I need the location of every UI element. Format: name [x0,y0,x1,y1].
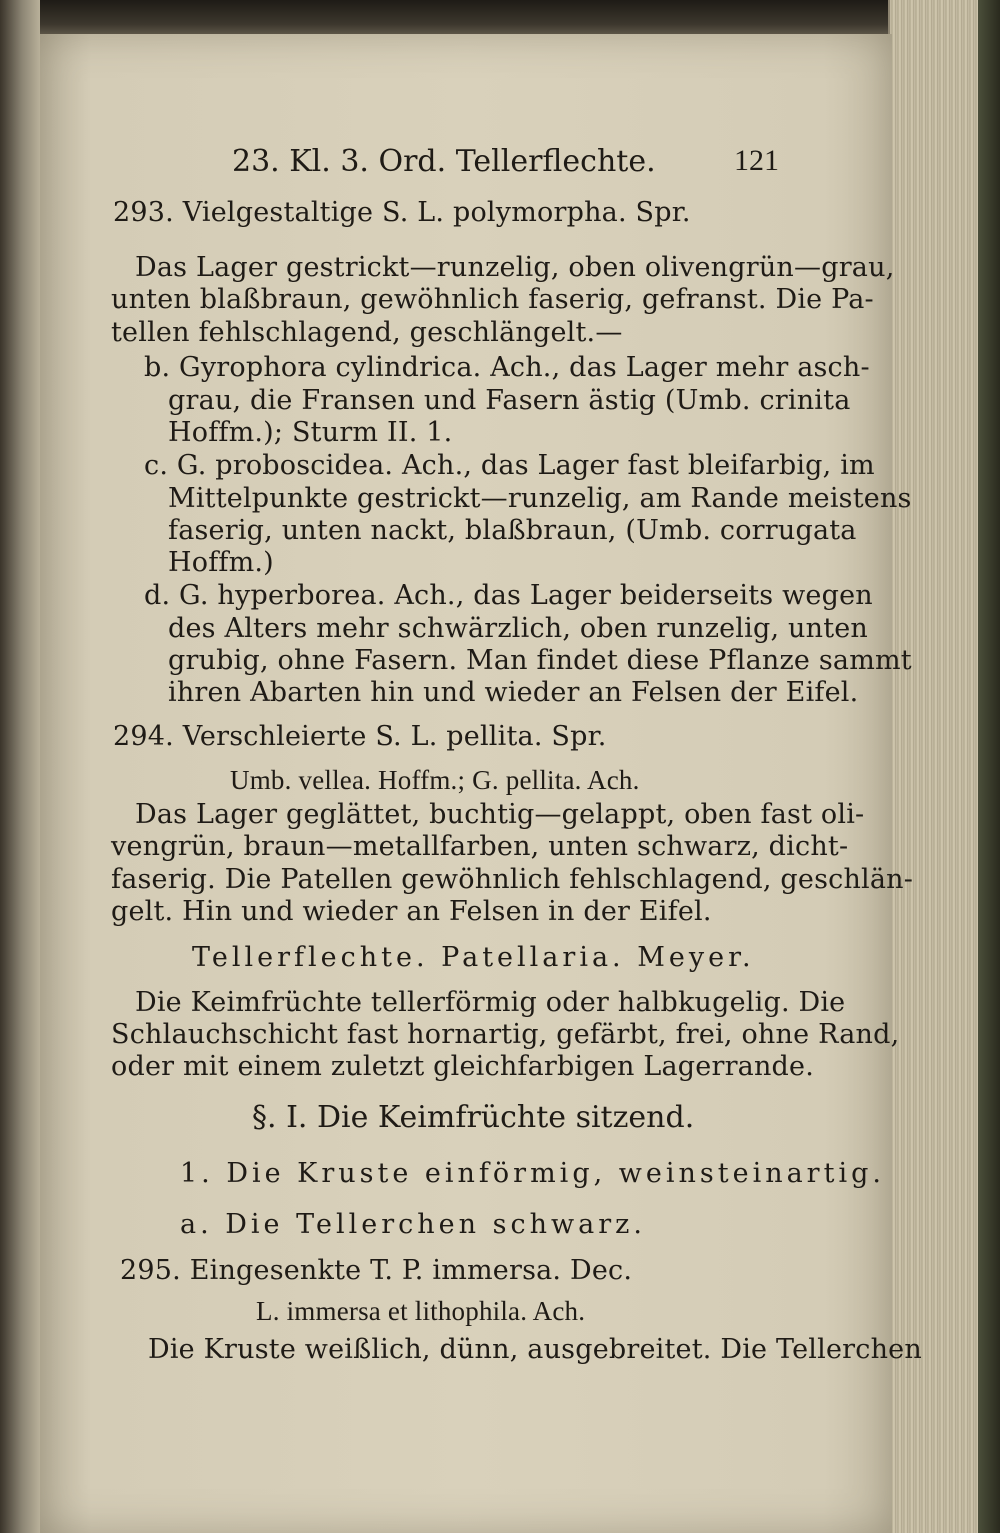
book-left-edge [0,0,40,1533]
entry-293-heading: 293. Vielgestaltige S. L. polymorpha. Spr. [113,197,691,228]
text-line: grau, die Fransen und Fasern ästig (Umb. crinita [168,385,851,416]
text-line: Hoffm.); Sturm II. 1. [168,417,453,448]
text-line: tellen fehlschlagend, geschlängelt.— [111,317,623,348]
page-number: 121 [734,144,779,177]
running-title: 23. Kl. 3. Ord. Tellerflechte. [232,144,656,179]
text-line: Hoffm.) [168,547,274,578]
text-line: Das Lager gestrickt—runzelig, oben olivengrün—grau, [135,252,895,283]
text-line: Schlauchschicht fast hornartig, gefärbt, frei, ohne Rand, [111,1019,900,1050]
book-page [40,34,922,1533]
text-line: des Alters mehr schwärzlich, oben runzelig, unten [168,613,869,644]
text-line: faserig, unten nackt, blaßbraun, (Umb. corrugata [168,515,857,546]
synonym-line: Umb. vellea. Hoffm.; G. pellita. Ach. [230,765,640,795]
text-line: ihren Abarten hin und wieder an Felsen der Eifel. [168,677,859,708]
text-line: vengrün, braun—metallfarben, unten schwarz, dicht- [111,831,849,862]
text-line: unten blaßbraun, gewöhnlich faserig, gefranst. Die Pa- [111,284,874,315]
entry-295-heading: 295. Eingesenkte T. P. immersa. Dec. [120,1255,633,1286]
section-heading: §. I. Die Keimfrüchte sitzend. [252,1100,695,1135]
text-line: Die Kruste weißlich, dünn, ausgebreitet. Die Tellerchen [148,1334,922,1365]
text-line: grubig, ohne Fasern. Man findet diese Pflanze sammt [168,645,912,676]
variety-c: c. G. proboscidea. Ach., das Lager fast bleifarbig, im [144,450,875,481]
text-line: Das Lager geglättet, buchtig—gelappt, oben fast oli- [135,799,865,830]
text-line: Die Keimfrüchte tellerförmig oder halbkugelig. Die [135,987,846,1018]
text-line: Mittelpunkte gestrickt—runzelig, am Rande meistens [168,483,912,514]
subsubsection-heading: a. Die Tellerchen schwarz. [180,1209,646,1240]
book-page-edges [888,0,1000,1533]
entry-294-heading: 294. Verschleierte S. L. pellita. Spr. [113,721,607,752]
book-cover-board [978,0,1000,1533]
text-line: gelt. Hin und wieder an Felsen in der Eifel. [111,896,712,927]
genus-heading: Tellerflechte. Patellaria. Meyer. [192,942,755,973]
text-line: faserig. Die Patellen gewöhnlich fehlschlagend, geschlän- [111,864,914,895]
text-line: oder mit einem zuletzt gleichfarbigen Lagerrande. [111,1051,815,1082]
variety-b: b. Gyrophora cylindrica. Ach., das Lager mehr asch- [144,352,870,383]
subsection-heading: 1. Die Kruste einförmig, weinsteinartig. [180,1158,885,1189]
synonym-line: L. immersa et lithophila. Ach. [256,1296,586,1326]
variety-d: d. G. hyperborea. Ach., das Lager beiderseits wegen [144,580,873,611]
